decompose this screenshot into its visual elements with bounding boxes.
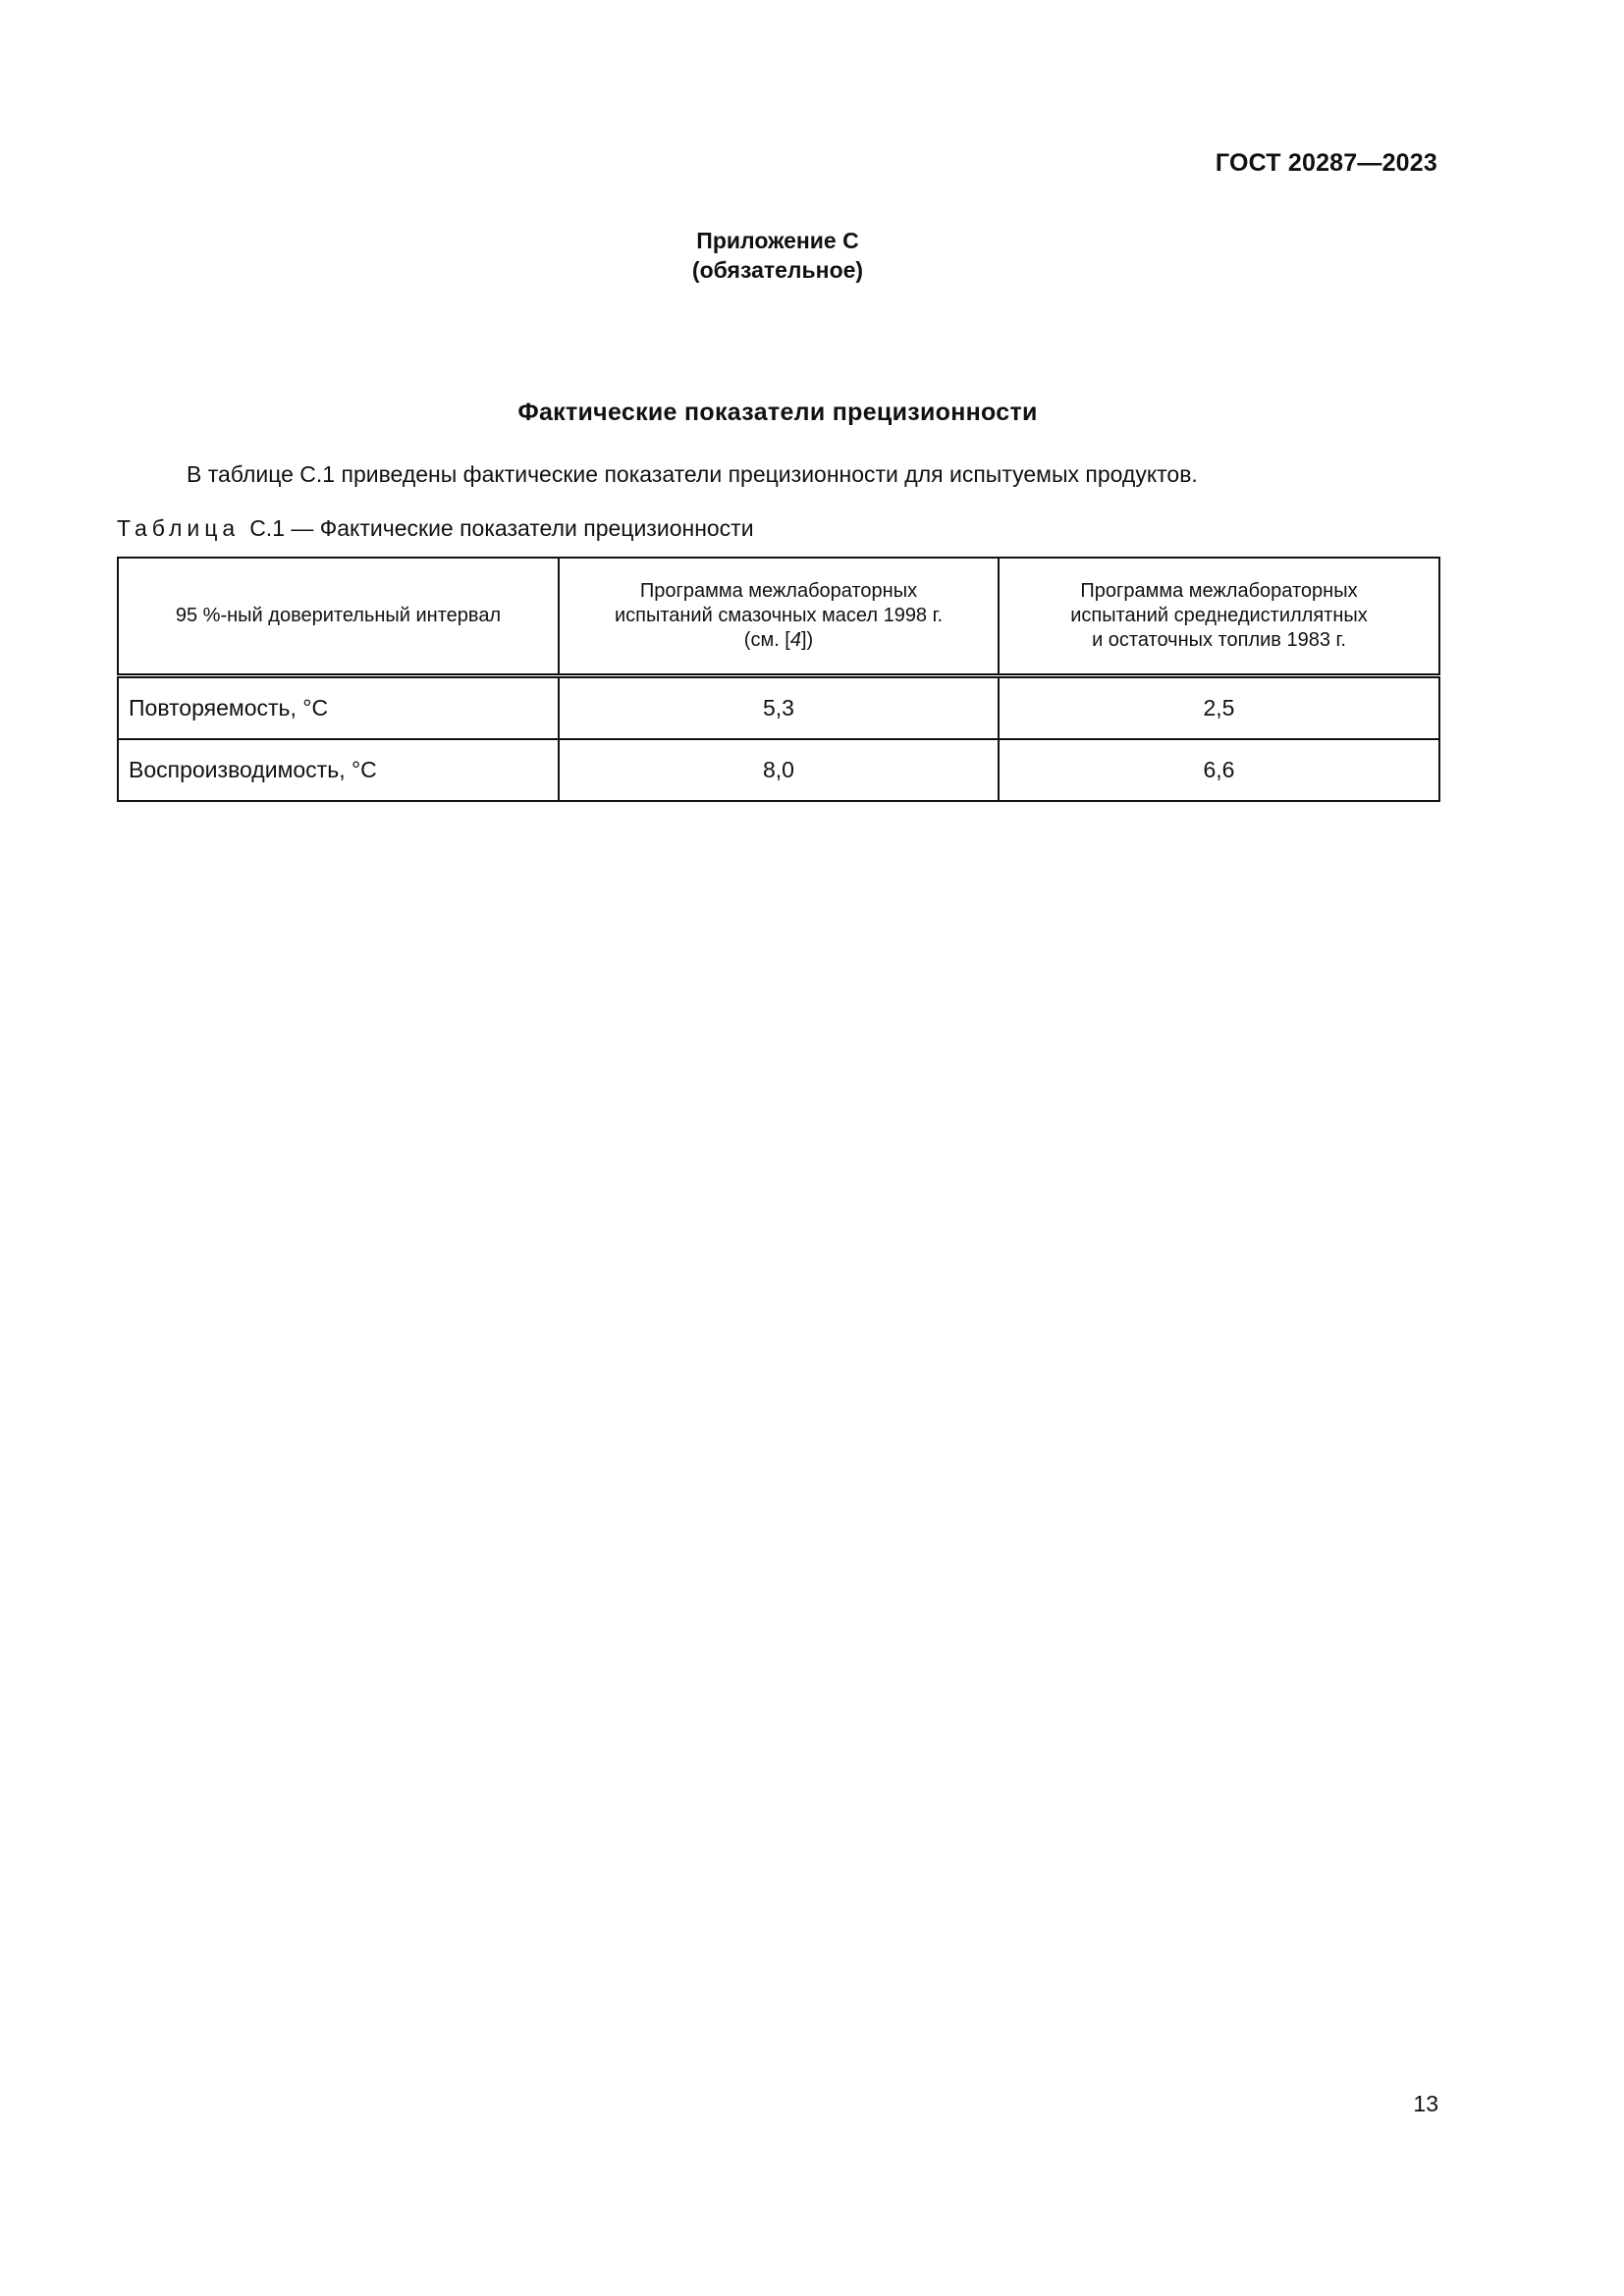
bibliography-reference: 4 xyxy=(789,629,801,651)
intro-paragraph: В таблице С.1 приведены фактические показатели прецизионности для испытуемых продуктов. xyxy=(187,461,1198,487)
header-cell-oils-1998 xyxy=(559,558,999,676)
appendix-title: Приложение С xyxy=(696,228,859,253)
table-caption-label: Таблица xyxy=(117,515,241,541)
appendix-heading xyxy=(0,226,1555,285)
header-oils-line1: Программа межлабораторных xyxy=(639,580,918,602)
precision-table xyxy=(117,557,1440,802)
section-title: Фактические показатели прецизионности xyxy=(517,399,1038,426)
header-fuels-line1: Программа межлабораторных xyxy=(1080,580,1358,602)
header-oils-ref-suffix: ]) xyxy=(801,629,814,651)
table-header-row xyxy=(118,558,1439,676)
table-caption-text: С.1 — Фактические показатели прецизионности xyxy=(249,515,754,541)
header-fuels-line3: и остаточных топлив 1983 г. xyxy=(1092,629,1346,651)
header-cell-fuels-1983 xyxy=(999,558,1439,676)
page-number: 13 xyxy=(1413,2091,1438,2116)
row-label: Повторяемость, °С xyxy=(118,676,559,740)
table-row xyxy=(118,739,1439,801)
table-caption xyxy=(117,515,754,542)
value-oils-1998: 5,3 xyxy=(559,676,999,740)
header-interval-text: 95 %-ный доверительный интервал xyxy=(175,605,502,626)
header-oils-line2: испытаний смазочных масел 1998 г. xyxy=(614,605,944,626)
value-oils-1998: 8,0 xyxy=(559,739,999,801)
header-cell-interval xyxy=(118,558,559,676)
value-fuels-1983: 6,6 xyxy=(999,739,1439,801)
row-label: Воспроизводимость, °С xyxy=(118,739,559,801)
header-fuels-line2: испытаний среднедистиллятных xyxy=(1070,605,1368,626)
header-oils-ref-prefix: (см. [ xyxy=(743,629,790,651)
value-fuels-1983: 2,5 xyxy=(999,676,1439,740)
appendix-status: (обязательное) xyxy=(691,257,864,283)
header-oils-line3 xyxy=(569,628,988,653)
standard-number: ГОСТ 20287—2023 xyxy=(1215,149,1437,177)
table-row xyxy=(118,676,1439,740)
